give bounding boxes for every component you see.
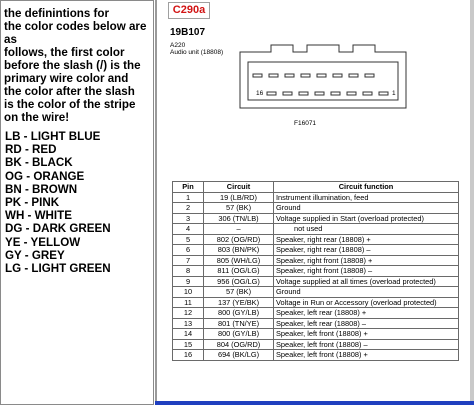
pin-number-cell: 3 (173, 213, 204, 224)
pin-1-label: 1 (392, 90, 396, 97)
pin-number-cell: 11 (173, 297, 204, 308)
table-row (173, 224, 459, 235)
color-code-item: LB - LIGHT BLUE (5, 130, 101, 143)
table-row (173, 350, 459, 361)
pin-number-cell: 12 (173, 308, 204, 319)
color-code-item: WH - WHITE (5, 209, 72, 223)
color-code-item: DG - DARK GREEN (5, 222, 111, 236)
header-circuit-function: Circuit function (274, 182, 459, 193)
circuit-cell: – (204, 224, 274, 235)
circuit-function-cell: Ground (274, 287, 459, 298)
table-row (173, 339, 459, 350)
circuit-cell: 811 (OG/LG) (204, 266, 274, 277)
color-code-item: LG - LIGHT GREEN (5, 262, 111, 276)
circuit-cell: 802 (OG/RD) (204, 234, 274, 245)
connector-location-description: Audio unit (18808) (170, 49, 224, 56)
color-code-item: RD - RED (5, 143, 57, 157)
table-row (173, 297, 459, 308)
color-code-legend-panel (0, 0, 154, 405)
circuit-cell: 57 (BK) (204, 203, 274, 214)
pin-number-cell: 14 (173, 329, 204, 340)
table-row (173, 192, 459, 203)
connector-diagram-panel (155, 0, 474, 405)
circuit-cell: 804 (OG/RD) (204, 339, 274, 350)
circuit-function-cell: Instrument illumination, feed (274, 192, 459, 203)
table-row (173, 287, 459, 298)
circuit-function-cell: Speaker, left front (18808) + (274, 329, 459, 340)
color-code-item: GY - GREY (5, 248, 65, 262)
pin-number-cell: 2 (173, 203, 204, 214)
pin-16-label: 16 (256, 90, 264, 97)
pin-row-bottom (267, 92, 388, 95)
circuit-function-cell: Voltage supplied at all times (overload protected) (274, 276, 459, 287)
pin-table-body (173, 192, 459, 360)
color-code-item: BK - BLACK (5, 156, 73, 170)
table-row (173, 255, 459, 266)
circuit-cell: 800 (GY/LB) (204, 308, 274, 319)
circuit-cell: 800 (GY/LB) (204, 329, 274, 340)
circuit-function-cell: Voltage in Run or Accessory (overload protected) (274, 297, 459, 308)
panel-bottom-bar (155, 401, 474, 405)
circuit-function-cell: Speaker, right front (18808) + (274, 255, 459, 266)
table-header-row (173, 182, 459, 193)
pin-number-cell: 16 (173, 350, 204, 361)
figure-code-label: F16071 (294, 120, 317, 127)
table-row (173, 329, 459, 340)
connector-id-label: C290a (168, 2, 210, 19)
table-row (173, 308, 459, 319)
circuit-cell: 956 (OG/LG) (204, 276, 274, 287)
circuit-function-cell: Voltage supplied in Start (overload protected) (274, 213, 459, 224)
pin-number-cell: 10 (173, 287, 204, 298)
color-code-item: PK - PINK (5, 196, 60, 210)
color-code-item: OG - ORANGE (5, 169, 85, 183)
circuit-cell: 137 (YE/BK) (204, 297, 274, 308)
circuit-cell: 19 (LB/RD) (204, 192, 274, 203)
pin-number-cell: 4 (173, 224, 204, 235)
circuit-function-cell: Speaker, right rear (18808) – (274, 245, 459, 256)
pin-number-cell: 15 (173, 339, 204, 350)
circuit-function-cell: Speaker, right front (18808) – (274, 266, 459, 277)
legend-intro-text: the definintions for the color codes below are as follows, the first color before the slash (/) is the primary wire color and the color after the slash is the color of the stripe on the wire! (4, 7, 147, 124)
circuit-cell: 306 (TN/LB) (204, 213, 274, 224)
circuit-function-cell: Speaker, left front (18808) + (274, 350, 459, 361)
pin-number-cell: 8 (173, 266, 204, 277)
pin-row-top (253, 74, 374, 77)
pin-number-cell: 1 (173, 192, 204, 203)
table-row (173, 245, 459, 256)
connector-location-code: A220 (170, 42, 186, 49)
table-row (173, 266, 459, 277)
circuit-function-cell: Speaker, left front (18808) – (274, 339, 459, 350)
pin-function-table (172, 181, 459, 361)
pin-number-cell: 7 (173, 255, 204, 266)
table-row (173, 318, 459, 329)
color-code-list (5, 130, 155, 275)
table-row (173, 203, 459, 214)
circuit-function-cell: Speaker, right rear (18808) + (274, 234, 459, 245)
pin-number-cell: 13 (173, 318, 204, 329)
circuit-cell: 803 (BN/PK) (204, 245, 274, 256)
table-row (173, 276, 459, 287)
pin-number-cell: 9 (173, 276, 204, 287)
connector-cavity (248, 62, 398, 100)
table-row (173, 234, 459, 245)
color-code-item: BN - BROWN (5, 182, 78, 196)
circuit-function-cell: Speaker, left rear (18808) – (274, 318, 459, 329)
circuit-cell: 694 (BK/LG) (204, 350, 274, 361)
pin-number-cell: 5 (173, 234, 204, 245)
connector-part-number: 19B107 (170, 27, 206, 38)
pin-number-cell: 6 (173, 245, 204, 256)
header-circuit: Circuit (204, 182, 274, 193)
table-row (173, 213, 459, 224)
circuit-cell: 57 (BK) (204, 287, 274, 298)
circuit-function-cell: Ground (274, 203, 459, 214)
circuit-function-cell: not used (274, 224, 459, 235)
color-code-item: YE - YELLOW (5, 235, 81, 249)
circuit-function-cell: Speaker, left rear (18808) + (274, 308, 459, 319)
circuit-cell: 801 (TN/YE) (204, 318, 274, 329)
circuit-cell: 805 (WH/LG) (204, 255, 274, 266)
connector-face-drawing (155, 0, 474, 180)
header-pin: Pin (173, 182, 204, 193)
